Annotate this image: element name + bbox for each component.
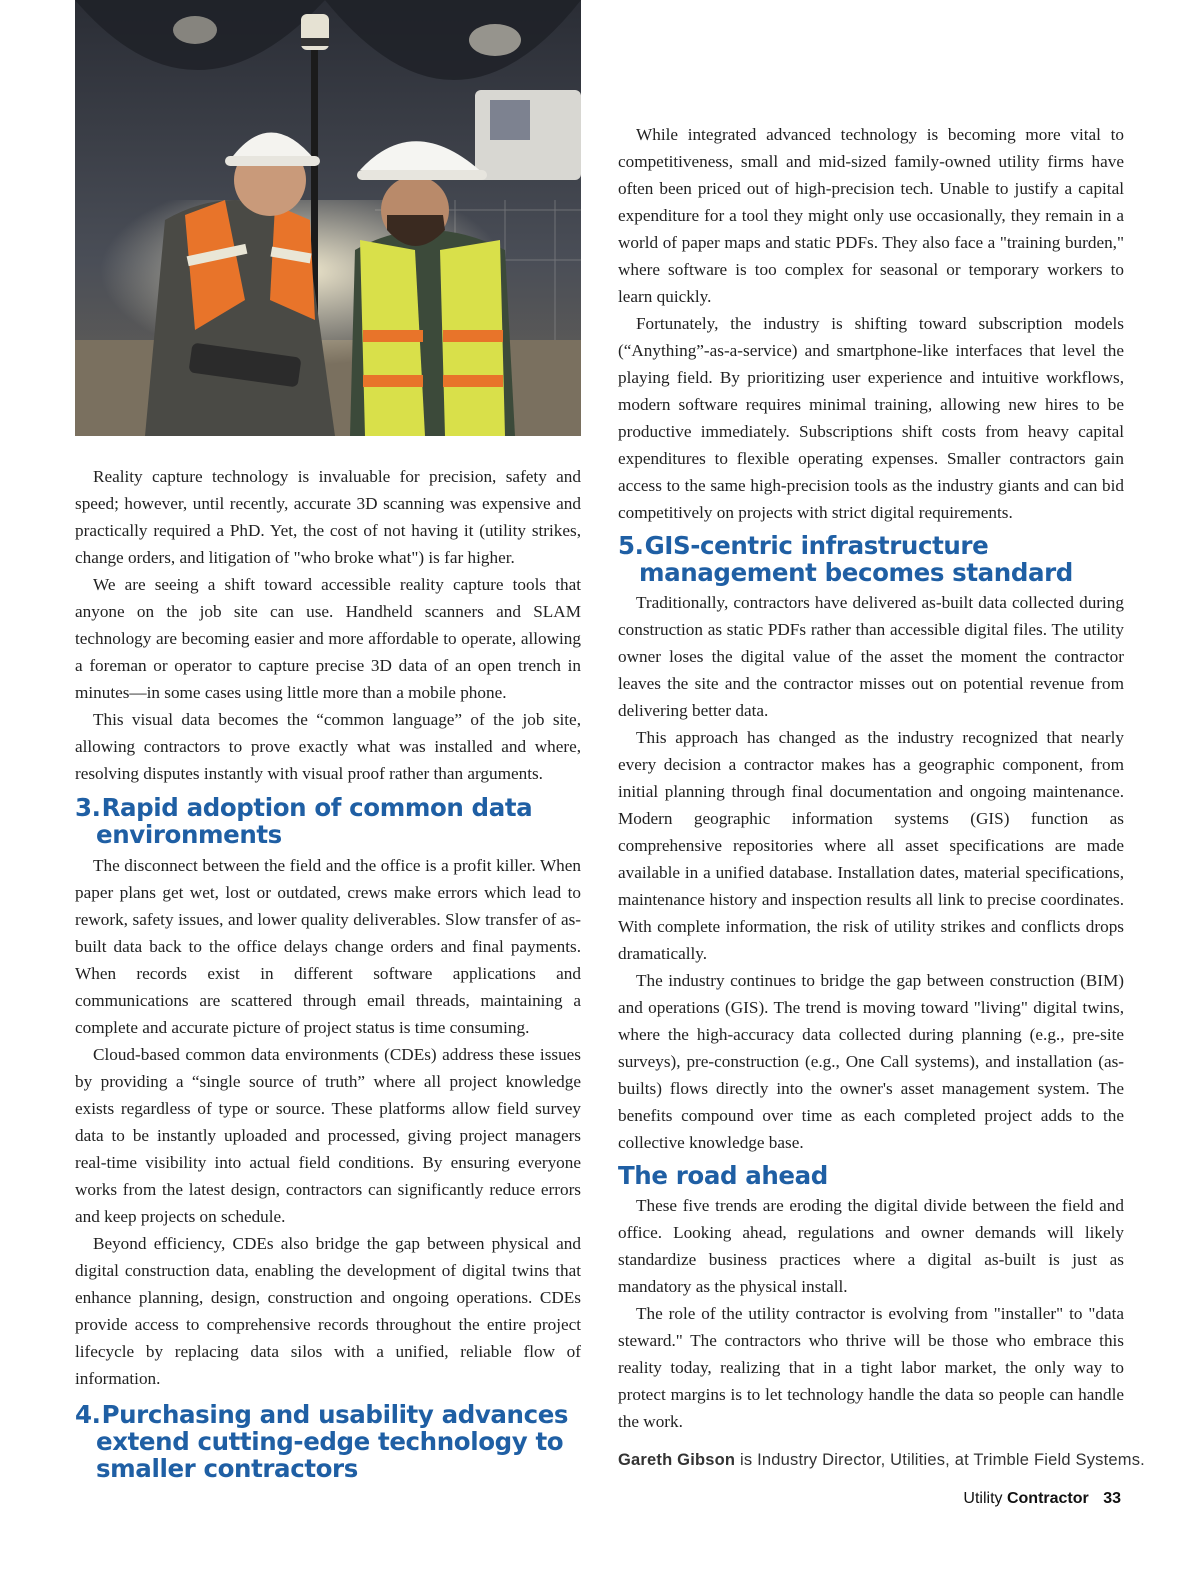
right-column — [618, 121, 1124, 1435]
section-4-heading — [75, 1401, 581, 1482]
section-3-paragraph-2: Cloud-based common data environments (CDEs) address these issues by providing a “single source of truth” where all project knowledge exists regardless of type or source. These platforms allow field survey data to be instantly uploaded and processed, giving project managers real-time visibility into actual field conditions. By ensuring everyone works from the latest design, contractors can significantly reduce errors and keep projects on schedule. — [75, 1045, 581, 1226]
magazine-name-part1: Utility — [963, 1490, 1003, 1507]
workers-photo-illustration — [75, 0, 581, 436]
section-3-paragraph-1: The disconnect between the field and the office is a profit killer. When paper plans get wet, lost or outdated, crews make errors which lead to rework, safety issues, and lower quality deliverables. Slow transfer of as-built data back to the office delays change orders and final payments. When records exist in different software applications and communications are scattered through email threads, maintaining a complete and accurate picture of project status is time consuming. — [75, 856, 581, 1037]
intro-paragraph-3: This visual data becomes the “common language” of the job site, allowing contractors to prove exactly what was installed and where, resolving disputes instantly with visual proof rather than arguments. — [75, 710, 581, 783]
section-5-number: 5. — [618, 531, 644, 560]
page-number: 33 — [1103, 1490, 1121, 1507]
section-5-heading — [618, 532, 1124, 586]
section-3-heading — [75, 794, 581, 848]
section-4-title: Purchasing and usability advances extend cutting-edge technology to smaller contractors — [96, 1400, 569, 1483]
section-3-number: 3. — [75, 793, 101, 822]
section-3-title: Rapid adoption of common data environments — [96, 793, 533, 849]
road-ahead-paragraph-1: These five trends are eroding the digital divide between the field and office. Looking ahead, regulations and owner demands will likely standardize business practices where a digital as-built is just as mandatory as the physical install. — [618, 1196, 1124, 1296]
page-footer — [963, 1490, 1121, 1508]
section-5-paragraph-3: The industry continues to bridge the gap between construction (BIM) and operations (GIS). The trend is moving toward "living" digital twins, where the high-accuracy data collected during planning (e.g., pre-site surveys), pre-construction (e.g., One Call systems), and installation (as-builts) flows directly into the owner's asset management system. The benefits compound over time as each completed project adds to the collective knowledge base. — [618, 971, 1124, 1152]
author-byline — [618, 1451, 1145, 1470]
intro-paragraph-2: We are seeing a shift toward accessible reality capture tools that anyone on the job site can use. Handheld scanners and SLAM technology are becoming easier and more affordable to operate, allowing a foreman or operator to capture precise 3D data of an open trench in minutes—in some cases using little more than a mobile phone. — [75, 575, 581, 702]
section-4-paragraph-1: While integrated advanced technology is becoming more vital to competitiveness, small and mid-sized family-owned utility firms have often been priced out of high-precision tech. Unable to justify a capital expenditure for a tool they might only use occasionally, they remain in a world of paper maps and static PDFs. They also face a "training burden," where software is too complex for seasonal or temporary workers to learn quickly. — [618, 125, 1124, 306]
road-ahead-heading: The road ahead — [618, 1161, 828, 1190]
article-photo — [75, 0, 581, 436]
left-column — [75, 463, 581, 1482]
road-ahead-paragraph-2: The role of the utility contractor is evolving from "installer" to "data steward." The contractors who thrive will be those who embrace this reality today, realizing that in a tight labor market, the only way to protect margins is to let technology handle the data so people can handle the work. — [618, 1304, 1124, 1431]
section-5-paragraph-1: Traditionally, contractors have delivered as-built data collected during construction as static PDFs rather than accessible digital files. The utility owner loses the digital value of the asset the moment the contractor leaves the site and the contractor misses out on potential revenue from delivering better data. — [618, 593, 1124, 720]
author-name: Gareth Gibson — [618, 1451, 736, 1469]
intro-paragraph-1: Reality capture technology is invaluable for precision, safety and speed; however, until recently, accurate 3D scanning was expensive and practically required a PhD. Yet, the cost of not having it (utility strikes, change orders, and litigation of "who broke what") is far higher. — [75, 467, 581, 567]
section-5-title: GIS-centric infrastructure management becomes standard — [639, 531, 1073, 587]
section-5-paragraph-2: This approach has changed as the industry recognized that nearly every decision a contractor makes has a geographic component, from initial planning through final documentation and ongoing maintenance. Modern geographic information systems (GIS) function as comprehensive repositories where all asset specifications are made available in a unified database. Installation dates, material specifications, maintenance history and inspection results all link to precise coordinates. With complete information, the risk of utility strikes and conflicts drops dramatically. — [618, 728, 1124, 963]
magazine-name-part2: Contractor — [1006, 1490, 1089, 1507]
section-4-paragraph-2: Fortunately, the industry is shifting toward subscription models (“Anything”-as-a-service) and smartphone-like interfaces that level the playing field. By prioritizing user experience and intuitive workflows, modern software requires minimal training, allowing new hires to be productive immediately. Subscriptions shift costs from heavy capital expenditures to flexible operating expenses. Smaller contractors gain access to the same high-precision tools as the industry giants and can bid competitively on projects with strict digital requirements. — [618, 314, 1124, 522]
section-4-number: 4. — [75, 1400, 101, 1429]
author-role: is Industry Director, Utilities, at Trimble Field Systems. — [735, 1451, 1145, 1469]
section-3-paragraph-3: Beyond efficiency, CDEs also bridge the gap between physical and digital construction data, enabling the development of digital twins that enhance planning, design, construction and ongoing operations. CDEs provide access to comprehensive records throughout the entire project lifecycle by replacing data silos with a unified, reliable flow of information. — [75, 1234, 581, 1388]
